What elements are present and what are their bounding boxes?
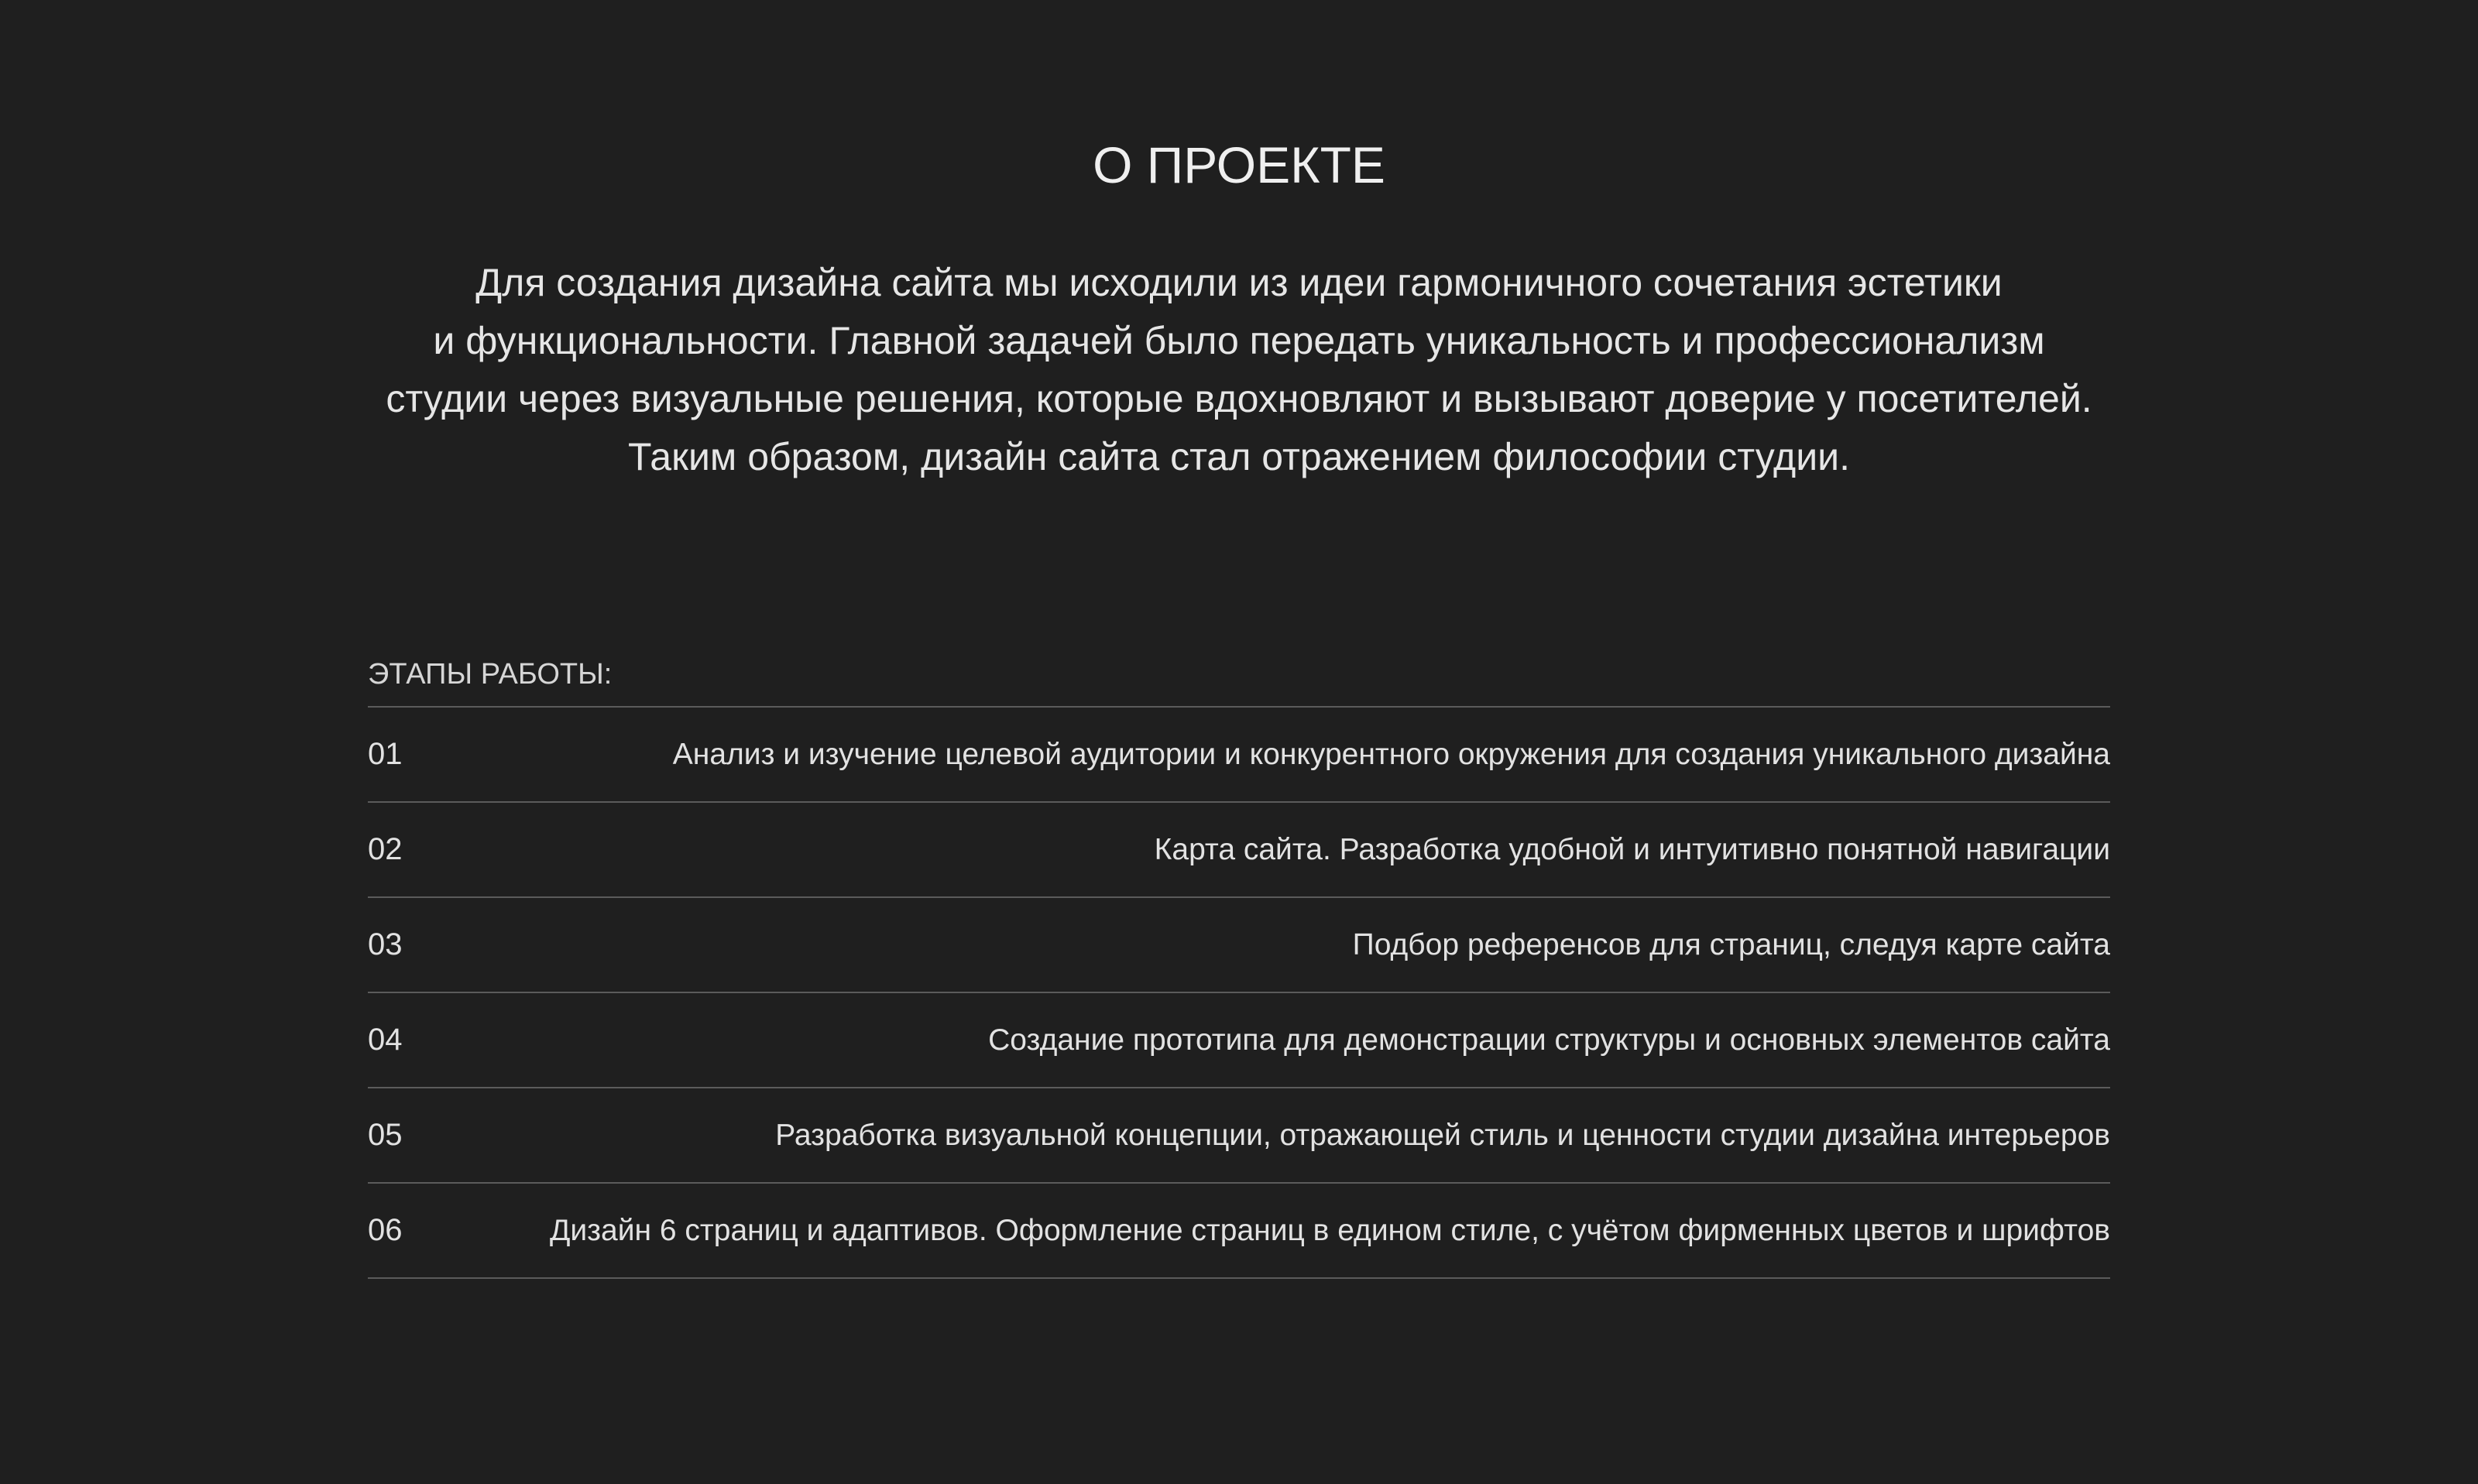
intro-line: студии через визуальные решения, которые вдохновляют и вызывают доверие у посетителей. [386, 377, 2092, 420]
stage-description: Создание прототипа для демонстрации структуры и основных элементов сайта [988, 1023, 2110, 1057]
stage-row [368, 993, 2110, 1088]
intro-paragraph [271, 254, 2207, 486]
stage-description: Дизайн 6 страниц и адаптивов. Оформление страниц в едином стиле, с учётом фирменных цветов и шрифтов [549, 1213, 2110, 1247]
stage-description: Подбор референсов для страниц, следуя карте сайта [1352, 927, 2110, 961]
section-title: О ПРОЕКТЕ [1093, 136, 1385, 194]
stage-description: Анализ и изучение целевой аудитории и конкурентного окружения для создания уникального дизайна [672, 737, 2110, 771]
stages-heading: ЭТАПЫ РАБОТЫ: [368, 650, 2110, 708]
stage-row [368, 1184, 2110, 1279]
stage-number: 06 [368, 1213, 403, 1247]
stage-number: 03 [368, 927, 403, 961]
stage-number: 05 [368, 1118, 403, 1152]
stage-description: Разработка визуальной концепции, отражающей стиль и ценности студии дизайна интерьеров [775, 1118, 2110, 1152]
stage-description: Карта сайта. Разработка удобной и интуитивно понятной навигации [1154, 832, 2110, 866]
stage-row [368, 898, 2110, 993]
intro-line: Таким образом, дизайн сайта стал отражением философии студии. [628, 435, 1850, 478]
stage-row [368, 708, 2110, 803]
stage-number: 04 [368, 1023, 403, 1057]
stage-number: 01 [368, 737, 403, 771]
intro-line: Для создания дизайна сайта мы исходили из идеи гармоничного сочетания эстетики [475, 261, 2003, 304]
stage-number: 02 [368, 832, 403, 866]
stage-row [368, 803, 2110, 898]
intro-line: и функциональности. Главной задачей было передать уникальность и профессионализм [433, 319, 2045, 362]
work-stages-list [368, 650, 2110, 1279]
stage-row [368, 1088, 2110, 1184]
